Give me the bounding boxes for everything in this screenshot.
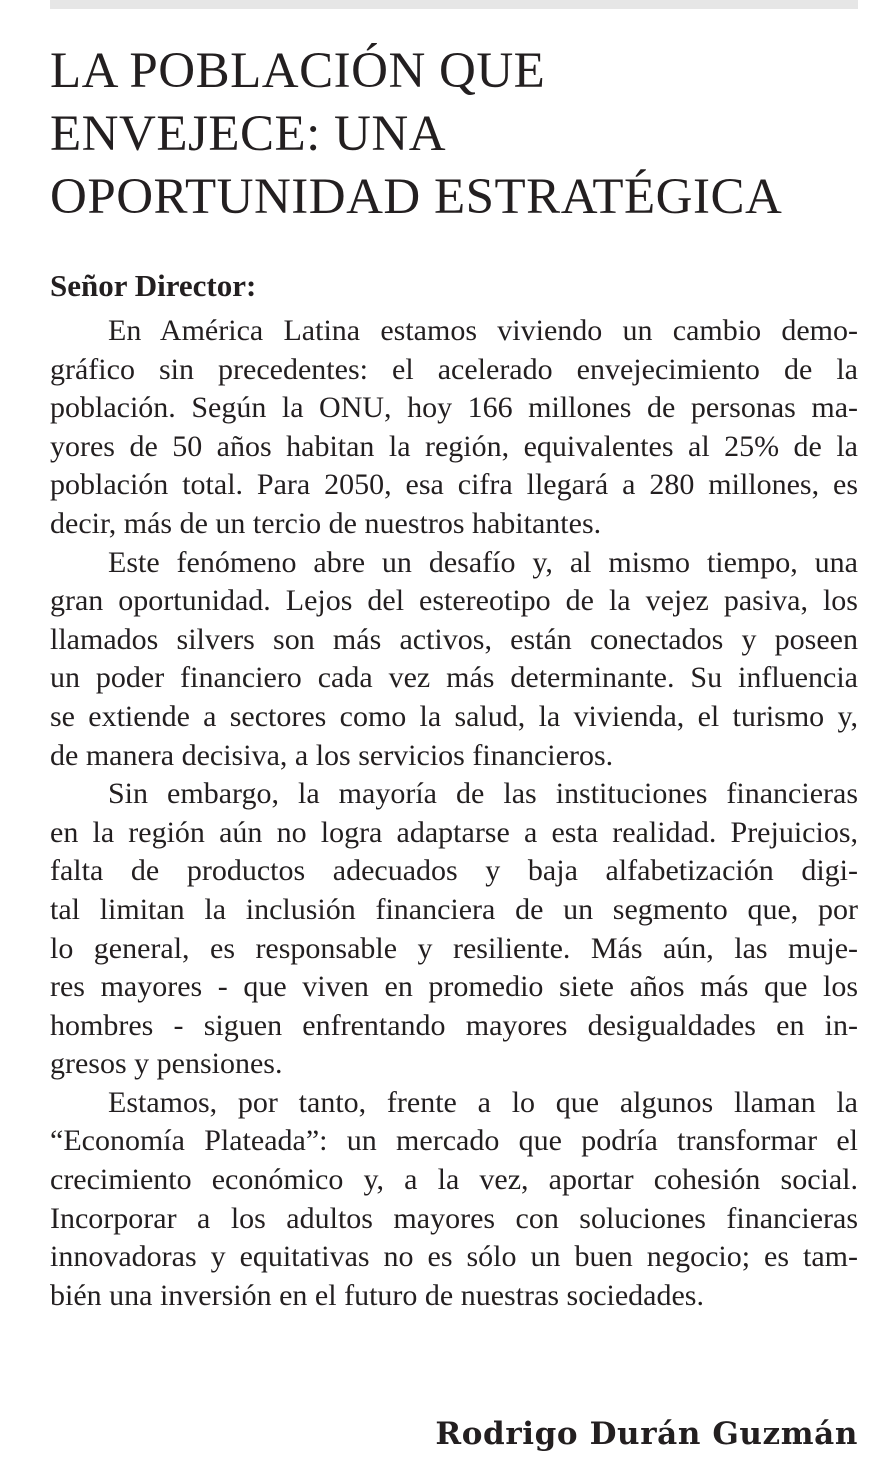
text-line: gran oportunidad. Lejos del estereotipo de la vejez pasiva, los — [50, 584, 858, 618]
paragraph — [50, 1084, 858, 1316]
text-line: de manera decisiva, a los servicios financieros. — [50, 738, 614, 772]
text-line: lo general, es responsable y resiliente. Más aún, las muje- — [50, 931, 858, 965]
letter-body — [50, 312, 858, 1315]
text-line: decir, más de un tercio de nuestros habitantes. — [50, 506, 602, 540]
paragraph — [50, 312, 858, 544]
text-line: res mayores - que viven en promedio siete años más que los — [50, 970, 858, 1004]
paragraph — [50, 544, 858, 776]
text-line: Incorporar a los adultos mayores con soluciones financieras — [50, 1201, 858, 1235]
headline-line: ENVEJECE: UNA — [50, 106, 447, 162]
text-line: un poder financiero cada vez más determinante. Su influencia — [50, 661, 858, 695]
text-line: en la región aún no logra adaptarse a esta realidad. Prejuicios, — [50, 815, 858, 849]
text-line: hombres - siguen enfrentando mayores desigualdades en in- — [50, 1008, 858, 1042]
text-line: falta de productos adecuados y baja alfabetización digi- — [50, 854, 858, 888]
headline — [50, 40, 870, 229]
text-line: llamados silvers son más activos, están conectados y poseen — [50, 622, 858, 656]
text-line: población total. Para 2050, esa cifra llegará a 280 millones, es — [50, 468, 858, 502]
text-line: Estamos, por tanto, frente a lo que algunos llaman la — [108, 1085, 858, 1119]
top-rule — [50, 0, 858, 9]
signature: Rodrigo Durán Guzmán — [435, 1416, 858, 1452]
headline-line: LA POBLACIÓN QUE — [50, 43, 546, 99]
text-line: se extiende a sectores como la salud, la vivienda, el turismo y, — [50, 699, 858, 733]
text-line: población. Según la ONU, hoy 166 millones de personas ma- — [50, 391, 858, 425]
text-line: Sin embargo, la mayoría de las instituciones financieras — [108, 777, 858, 811]
text-line: innovadoras y equitativas no es sólo un buen negocio; es tam- — [50, 1240, 858, 1274]
text-line: gresos y pensiones. — [50, 1047, 283, 1081]
text-line: “Economía Plateada”: un mercado que podría transformar el — [50, 1124, 858, 1158]
salutation: Señor Director: — [50, 268, 257, 303]
text-line: crecimiento económico y, a la vez, aportar cohesión social. — [50, 1163, 858, 1197]
paragraph — [50, 775, 858, 1084]
headline-line: OPORTUNIDAD ESTRATÉGICA — [50, 169, 783, 225]
text-line: yores de 50 años habitan la región, equivalentes al 25% de la — [50, 429, 858, 463]
text-line: En América Latina estamos viviendo un cambio demo- — [108, 314, 858, 347]
text-line: tal limitan la inclusión financiera de un segmento que, por — [50, 892, 858, 926]
text-line: Este fenómeno abre un desafío y, al mismo tiempo, una — [108, 545, 858, 579]
text-line: bién una inversión en el futuro de nuestras sociedades. — [50, 1278, 704, 1312]
text-line: gráfico sin precedentes: el acelerado envejecimiento de la — [50, 352, 858, 386]
